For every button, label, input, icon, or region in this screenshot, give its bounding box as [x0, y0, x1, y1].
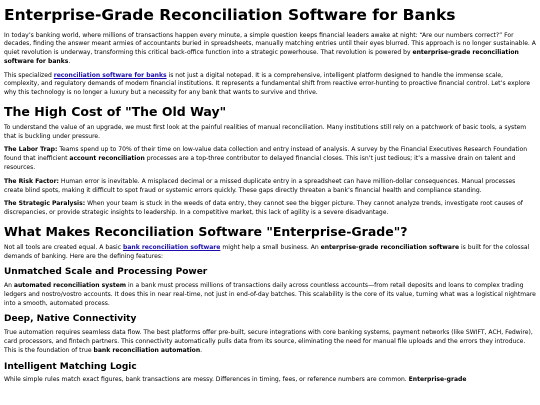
section-heading-enterprise-grade: What Makes Reconciliation Software "Enterprise-Grade"? [4, 223, 408, 239]
connectivity-start: True automation requires seamless data flow. The best platforms offer pre-built, secure integrations with core banking systems, payment networks (like SWIFT, ACH, Fedwire), card processors, and fintech partners. This connectivity automatically pulls data from its source, eliminating the need for manual file uploads and the errors they introduce. This is the foundation of true [4, 329, 533, 354]
strategic-paralysis-paragraph [4, 200, 536, 218]
enterprise-p1-start: Not all tools are created equal. A basic [4, 243, 123, 251]
enterprise-p1-end: is built for the colossal demands of banking. Here are the defining features: [4, 243, 530, 260]
matching-bold: Enterprise-grade [408, 376, 467, 384]
bank-reconciliation-software-link[interactable]: bank reconciliation software [122, 243, 221, 251]
subheading-connectivity: Deep, Native Connectivity [4, 314, 137, 325]
scale-bold: automated reconciliation system [13, 282, 127, 290]
intro-p2-end: is not just a digital notepad. It is a comprehensive, intelligent platform designed to handle the immense scale, complexity, and regulatory demands of modern financial institutions. It represents a fundamental shift from reactive error-hunting to proactive financial control. Let’s explore why this technology is no longer a luxury but a necessity for any bank that wants to survive and thrive. [4, 71, 531, 97]
risk-factor-paragraph [4, 178, 536, 196]
scale-end: in a bank must process millions of transactions daily across countless accounts—from retail deposits and loans to complex trading ledgers and nostro/vostro accounts. It does this in near real-time, not just in end-of-day batches. This scalability is the core of its value, turning what was a logistical nightmare into a smooth, automated process. [4, 282, 536, 307]
subheading-matching: Intelligent Matching Logic [4, 361, 137, 372]
connectivity-paragraph [4, 329, 536, 355]
intro-paragraph-2 [4, 72, 536, 98]
enterprise-p1-mid: might help a small business. An [220, 243, 321, 251]
reconciliation-software-link[interactable]: reconciliation software for banks [53, 71, 167, 79]
risk-factor-label: The Risk Factor: [4, 177, 59, 185]
labor-text-2: processes are a top-three contributor to delayed financial closes. This isn’t just tedious; it’s a massive drain on talent and resources. [4, 155, 516, 172]
intro-paragraph-1 [4, 32, 536, 67]
labor-bold: account reconciliation [69, 155, 145, 163]
scale-start: An [4, 282, 14, 290]
old-way-intro: To understand the value of an upgrade, we must first look at the painful realities of manual reconciliation. Many institutions still rely on a patchwork of basic tools, a system that is buckling under pressure. [4, 123, 527, 140]
subheading-scale: Unmatched Scale and Processing Power [4, 267, 208, 278]
paralysis-text: When your team is stuck in the weeds of data entry, they cannot see the bigger picture. They cannot analyze trends, investigate root causes of discrepancies, or provide strategic insights to leadership. In a competitive market, this lack of agility is a severe disadvantage. [4, 200, 523, 217]
risk-text: Human error is inevitable. A misplaced decimal or a missed duplicate entry in a spreadsheet can have million-dollar consequences. Manual processes create blind spots, making it difficult to spot fraud or systemic errors quickly. These gaps directly threaten a bank’s financial health and compliance standing. [4, 177, 516, 194]
labor-trap-paragraph [4, 146, 536, 172]
intro-p2-start: This specialized [4, 71, 54, 79]
scale-paragraph [4, 282, 536, 308]
matching-start: While simple rules match exact figures, bank transactions are messy. Differences in timing, fees, or reference numbers are common. [4, 376, 409, 384]
enterprise-p1-bold: enterprise-grade reconciliation software [320, 243, 460, 251]
section-heading-old-way: The High Cost of "The Old Way" [4, 103, 227, 119]
connectivity-end: . [200, 346, 203, 354]
strategic-paralysis-label: The Strategic Paralysis: [4, 200, 86, 208]
intro-text: In today’s banking world, where millions of transactions happen every minute, a simple question keeps financial leaders awake at night: “Are our numbers correct?” For decades, finding the answer meant armies of accountants buried in spreadsheets, manually matching entries until their eyes blurred. This approach is no longer sustainable. A quiet revolution is underway, transforming this critical back-office function into a strategic powerhouse. That revolution is powered by [4, 31, 536, 57]
labor-trap-label: The Labor Trap: [4, 146, 58, 154]
intro-end: . [68, 57, 71, 65]
matching-paragraph [4, 376, 536, 385]
labor-text-1: Teams spend up to 70% of their time on low-value data collection and entry instead of analysis. A survey by the Financial Executives Research Foundation found that inefficient [4, 146, 528, 163]
enterprise-intro [4, 244, 536, 262]
page-title: Enterprise-Grade Reconciliation Software for Banks [4, 6, 456, 24]
intro-bold: enterprise-grade reconciliation software for banks [4, 49, 519, 65]
connectivity-bold: bank reconciliation automation [93, 346, 201, 354]
